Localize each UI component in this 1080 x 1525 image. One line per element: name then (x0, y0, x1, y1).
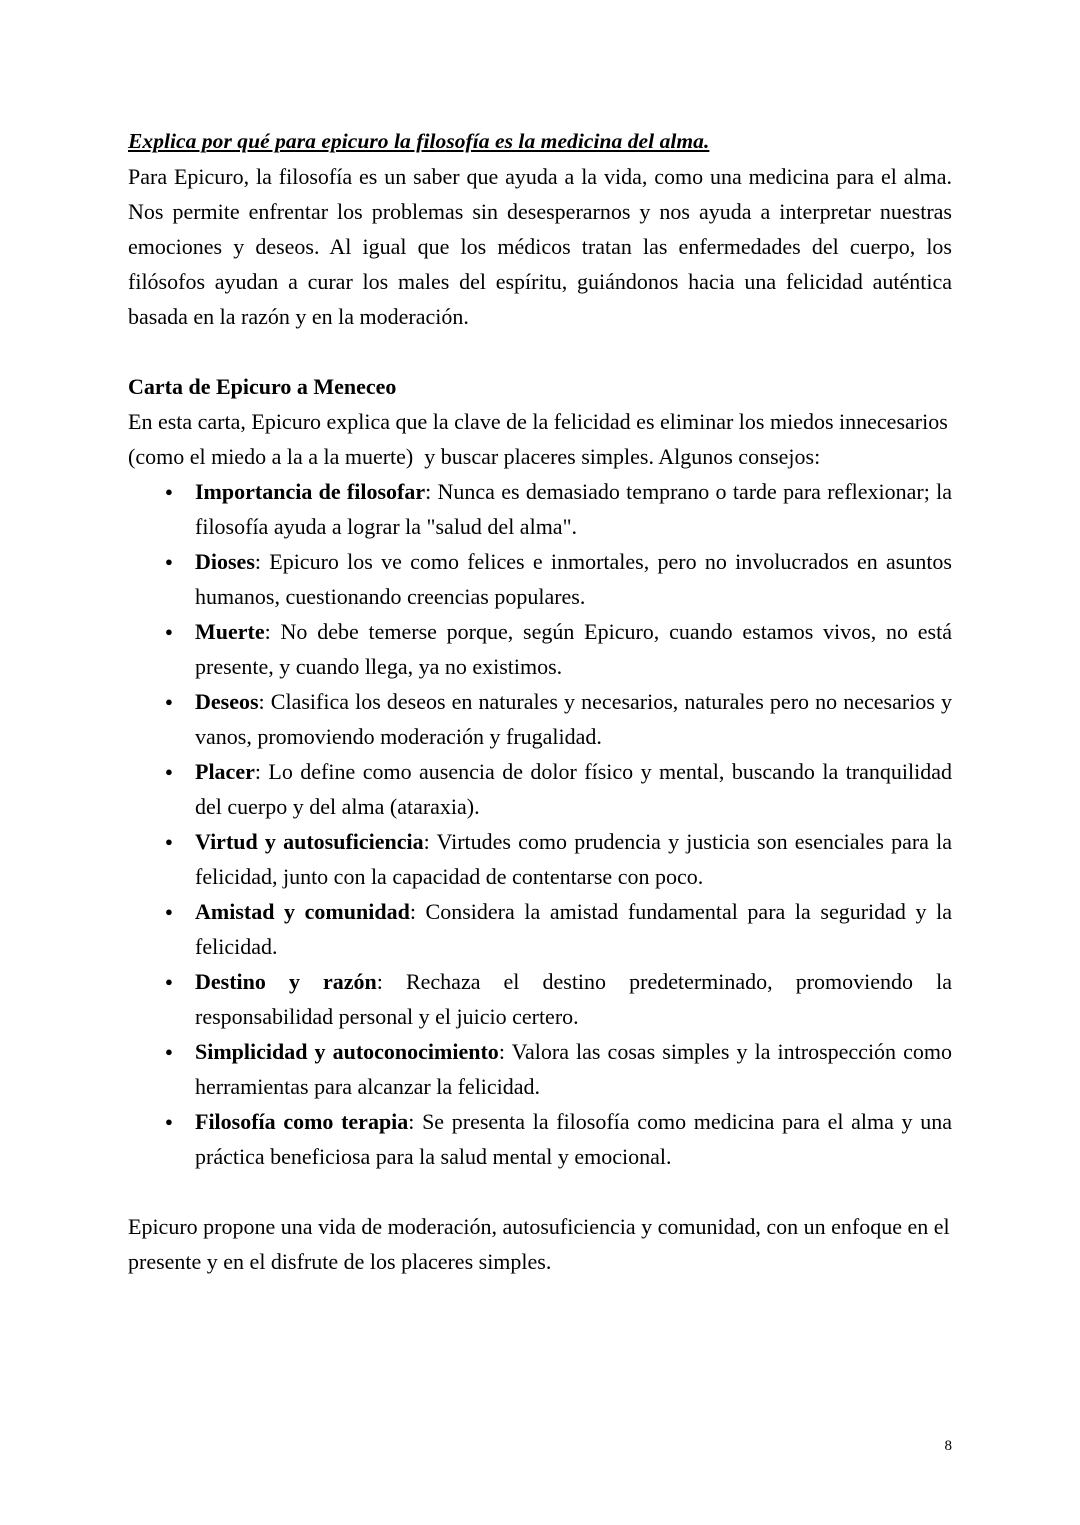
list-item-term: Destino y razón (195, 969, 377, 994)
list-item-term: Virtud y autosuficiencia (195, 829, 424, 854)
list-item-term: Muerte (195, 619, 265, 644)
list-item-text: : Se presenta la filosofía como medicina para el alma y una práctica beneficiosa para la salud mental y emocional. (195, 1109, 952, 1169)
list-item-text: : Epicuro los ve como felices e inmortales, pero no involucrados en asuntos humanos, cuestionando creencias populares. (195, 549, 952, 609)
list-item-text: : No debe temerse porque, según Epicuro, cuando estamos vivos, no está presente, y cuando llega, ya no existimos. (195, 619, 952, 679)
list-item-text: : Considera la amistad fundamental para la seguridad y la felicidad. (195, 899, 952, 959)
list-item (128, 754, 952, 824)
section-intro-paragraph: En esta carta, Epicuro explica que la clave de la felicidad es eliminar los miedos innecesarios (como el miedo a la a la muerte) y buscar placeres simples. Algunos consejos: (128, 409, 954, 469)
section-heading-carta: Carta de Epicuro a Meneceo (128, 374, 397, 399)
list-item-term: Amistad y comunidad (195, 899, 410, 924)
list-item-text: : Rechaza el destino predeterminado, promoviendo la responsabilidad personal y el juicio certero. (195, 969, 952, 1029)
page-number: 8 (944, 1438, 952, 1454)
list-item-term: Importancia de filosofar (195, 479, 426, 504)
closing-paragraph: Epicuro propone una vida de moderación, autosuficiencia y comunidad, con un enfoque en el presente y en el disfrute de los placeres simples. (128, 1214, 950, 1274)
page-title: Explica por qué para epicuro la filosofía es la medicina del alma. (128, 129, 710, 153)
document-body (128, 124, 952, 1279)
list-item-text: : Virtudes como prudencia y justicia son esenciales para la felicidad, junto con la capacidad de contentarse con poco. (195, 829, 953, 889)
list-item-term: Placer (195, 759, 255, 784)
answer-paragraph: Para Epicuro, la filosofía es un saber que ayuda a la vida, como una medicina para el alma. Nos permite enfrentar los problemas sin desesperarnos y nos ayuda a interpretar nuestras emociones y deseos. Al igual que los médicos tratan las enfermedades del cuerpo, los filósofos ayudan a curar los males del espíritu, guiándonos hacia una felicidad auténtica basada en la razón y en la moderación. (128, 164, 952, 329)
list-item (128, 824, 952, 894)
list-item (128, 1104, 952, 1174)
list-item (128, 544, 952, 614)
list-item-text: : Lo define como ausencia de dolor físico y mental, buscando la tranquilidad del cuerpo y del alma (ataraxia). (195, 759, 952, 819)
list-item-text: : Nunca es demasiado temprano o tarde para reflexionar; la filosofía ayuda a lograr la "salud del alma". (195, 479, 953, 539)
list-item (128, 1034, 952, 1104)
closing-block (128, 1209, 952, 1279)
list-item-term: Deseos (195, 689, 259, 714)
list-item (128, 964, 952, 1034)
list-item-term: Dioses (195, 549, 255, 574)
list-item (128, 684, 952, 754)
list-item-text: : Valora las cosas simples y la introspección como herramientas para alcanzar la felicidad. (195, 1039, 952, 1099)
list-item (128, 894, 952, 964)
list-item (128, 474, 952, 544)
list-item (128, 614, 952, 684)
list-item-term: Filosofía como terapia (195, 1109, 409, 1134)
list-item-text: : Clasifica los deseos en naturales y necesarios, naturales pero no necesarios y vanos, promoviendo moderación y frugalidad. (195, 689, 952, 749)
consejos-list (128, 474, 952, 1174)
list-item-term: Simplicidad y autoconocimiento (195, 1039, 499, 1064)
paragraph-spacer (128, 334, 952, 369)
